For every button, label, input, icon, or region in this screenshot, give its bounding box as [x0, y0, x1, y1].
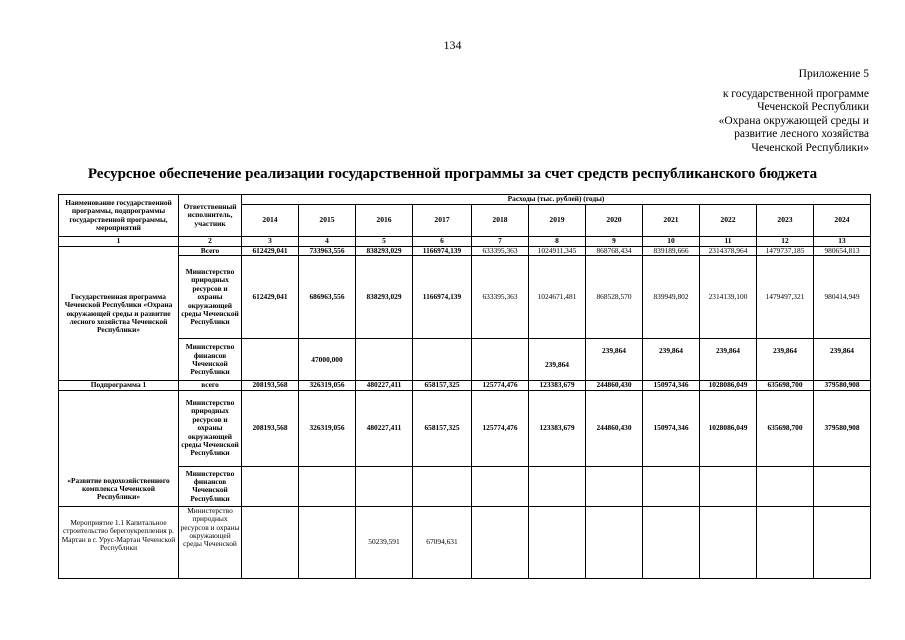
value-cell: 244860,430 [586, 381, 643, 390]
column-numbers-row [59, 237, 871, 247]
program-name-cell: Государственная программа Чеченской Республики «Охрана окружающей среды и развитие лесного хозяйства Чеченской Республики» [59, 247, 179, 381]
value-cell: 980654,813 [814, 247, 871, 256]
subprogram-ministry-nature-row [59, 390, 871, 466]
header-expenses-cell: Расходы (тыс. рублей) (годы) [242, 195, 871, 205]
value-cell: 150974,346 [643, 390, 700, 466]
value-cell: 839949,802 [643, 256, 700, 339]
value-cell: 635698,700 [757, 381, 814, 390]
value-cell: 686963,556 [299, 256, 356, 339]
year-cell: 2019 [529, 205, 586, 237]
appendix-line: «Охрана окружающей среды и [718, 114, 869, 127]
value-cell [643, 466, 700, 506]
value-cell [413, 466, 472, 506]
year-cell: 2024 [814, 205, 871, 237]
event-name-cell: Мероприятие 1.1 Капитальное строительство берегоукрепления р. Мартан в г. Урус-Мартан Чеченской Республики [59, 506, 179, 578]
value-cell: 612429,041 [242, 247, 299, 256]
subprogram-ministry-finance-row [59, 466, 871, 506]
value-cell: 239,864 [814, 339, 871, 381]
program-total-row [59, 247, 871, 256]
value-cell: 635698,700 [757, 390, 814, 466]
subprogram-name-cell: Подпрограмма 1 [59, 381, 179, 390]
value-cell [700, 506, 757, 578]
year-cell: 2016 [356, 205, 413, 237]
value-cell: 633395,363 [472, 247, 529, 256]
value-cell: 50239,591 [356, 506, 413, 578]
value-cell: 1166974,139 [413, 256, 472, 339]
value-cell [529, 466, 586, 506]
value-cell: 150974,346 [643, 381, 700, 390]
col-num-cell: 7 [472, 237, 529, 247]
appendix-line: к государственной программе [722, 87, 869, 100]
col-num-cell: 2 [179, 237, 242, 247]
value-cell: 208193,568 [242, 381, 299, 390]
value-cell: 658157,325 [413, 390, 472, 466]
value-cell: 47000,000 [299, 339, 356, 381]
value-cell [586, 466, 643, 506]
value-cell: 838293,029 [356, 247, 413, 256]
value-cell [472, 339, 529, 381]
value-cell: 838293,029 [356, 256, 413, 339]
header-responsible-cell: Ответственный исполнитель, участник [179, 195, 242, 237]
value-cell: 633395,363 [472, 256, 529, 339]
value-cell: 733963,556 [299, 247, 356, 256]
value-cell: 1024911,345 [529, 247, 586, 256]
col-num-cell: 11 [700, 237, 757, 247]
value-cell [472, 506, 529, 578]
appendix-line: Чеченской Республики» [751, 141, 869, 154]
value-cell: 1479737,185 [757, 247, 814, 256]
col-num-cell: 5 [356, 237, 413, 247]
year-cell: 2023 [757, 205, 814, 237]
value-cell: 480227,411 [356, 381, 413, 390]
year-cell: 2018 [472, 205, 529, 237]
header-name-cell: Наименование государственной программы, подпрограммы государственной программы, мероприятий [59, 195, 179, 237]
program-ministry-nature-row [59, 256, 871, 339]
appendix-line: развитие лесного хозяйства [734, 128, 869, 141]
col-num-cell: 13 [814, 237, 871, 247]
col-num-cell: 10 [643, 237, 700, 247]
year-cell: 2020 [586, 205, 643, 237]
value-cell: 379580,908 [814, 390, 871, 466]
appendix-header [629, 68, 869, 156]
value-cell: 67094,631 [413, 506, 472, 578]
value-cell: 379580,908 [814, 381, 871, 390]
value-cell [356, 466, 413, 506]
responsible-cell: Министерство природных ресурсов и охраны окружающей среды Чеченской Республики [179, 390, 242, 466]
value-cell [700, 466, 757, 506]
value-cell [413, 339, 472, 381]
value-cell: 208193,568 [242, 390, 299, 466]
appendix-label: Приложение 5 [798, 68, 869, 80]
value-cell: 326319,056 [299, 390, 356, 466]
value-cell [529, 506, 586, 578]
value-cell [643, 506, 700, 578]
document-title: Ресурсное обеспечение реализации государственной программы за счет средств республиканского бюджета [87, 166, 818, 182]
col-num-cell: 3 [242, 237, 299, 247]
value-cell: 2314378,964 [700, 247, 757, 256]
value-cell: 480227,411 [356, 390, 413, 466]
value-cell [299, 506, 356, 578]
value-cell: 123383,679 [529, 390, 586, 466]
value-cell [242, 466, 299, 506]
col-num-cell: 8 [529, 237, 586, 247]
value-cell [586, 506, 643, 578]
value-cell [757, 466, 814, 506]
value-cell [814, 466, 871, 506]
event-row [59, 506, 871, 578]
value-cell: 326319,056 [299, 381, 356, 390]
program-ministry-finance-row [59, 339, 871, 381]
value-cell: 239,864 [643, 339, 700, 381]
value-cell: 123383,679 [529, 381, 586, 390]
value-cell: 1028086,049 [700, 381, 757, 390]
value-cell: 658157,325 [413, 381, 472, 390]
page-number: 134 [443, 38, 462, 52]
value-cell [242, 339, 299, 381]
header-row [59, 195, 871, 205]
value-cell [814, 506, 871, 578]
value-cell: 1028086,049 [700, 390, 757, 466]
year-cell: 2017 [413, 205, 472, 237]
responsible-cell: Министерство финансов Чеченской Республики [179, 339, 242, 381]
col-num-cell: 6 [413, 237, 472, 247]
value-cell: 239,864 [700, 339, 757, 381]
year-cell: 2022 [700, 205, 757, 237]
col-num-cell: 4 [299, 237, 356, 247]
value-cell: 1024671,481 [529, 256, 586, 339]
value-cell: 868768,434 [586, 247, 643, 256]
year-cell: 2021 [643, 205, 700, 237]
year-cell: 2015 [299, 205, 356, 237]
value-cell: 239,864 [757, 339, 814, 381]
value-cell [299, 466, 356, 506]
value-cell: 125774,476 [472, 381, 529, 390]
value-cell: 125774,476 [472, 390, 529, 466]
value-cell [356, 339, 413, 381]
value-cell [472, 466, 529, 506]
responsible-cell: Министерство финансов Чеченской Республики [179, 466, 242, 506]
value-cell: 244860,430 [586, 390, 643, 466]
value-cell: 868528,570 [586, 256, 643, 339]
subprogram-desc-cell: «Развитие водохозяйственного комплекса Чеченской Республики» [59, 390, 179, 506]
subprogram-total-row [59, 381, 871, 390]
appendix-line: Чеченской Республики [757, 101, 869, 114]
responsible-cell: Министерство природных ресурсов и охраны окружающей среды Чеченской Республики [179, 256, 242, 339]
col-num-cell: 9 [586, 237, 643, 247]
resource-table [58, 194, 871, 579]
value-cell: 980414,949 [814, 256, 871, 339]
year-cell: 2014 [242, 205, 299, 237]
col-num-cell: 1 [59, 237, 179, 247]
value-cell [242, 506, 299, 578]
value-cell: 839189,666 [643, 247, 700, 256]
value-cell: 239,864 [586, 339, 643, 381]
value-cell [757, 506, 814, 578]
program-total-label: Всего [179, 247, 242, 256]
value-cell: 239,864 [529, 339, 586, 381]
value-cell: 1166974,139 [413, 247, 472, 256]
value-cell: 2314139,100 [700, 256, 757, 339]
responsible-cell: Министерство природных ресурсов и охраны окружающей среды Чеченской [179, 506, 242, 578]
col-num-cell: 12 [757, 237, 814, 247]
subprogram-total-label: всего [179, 381, 242, 390]
value-cell: 612429,041 [242, 256, 299, 339]
value-cell: 1479497,321 [757, 256, 814, 339]
